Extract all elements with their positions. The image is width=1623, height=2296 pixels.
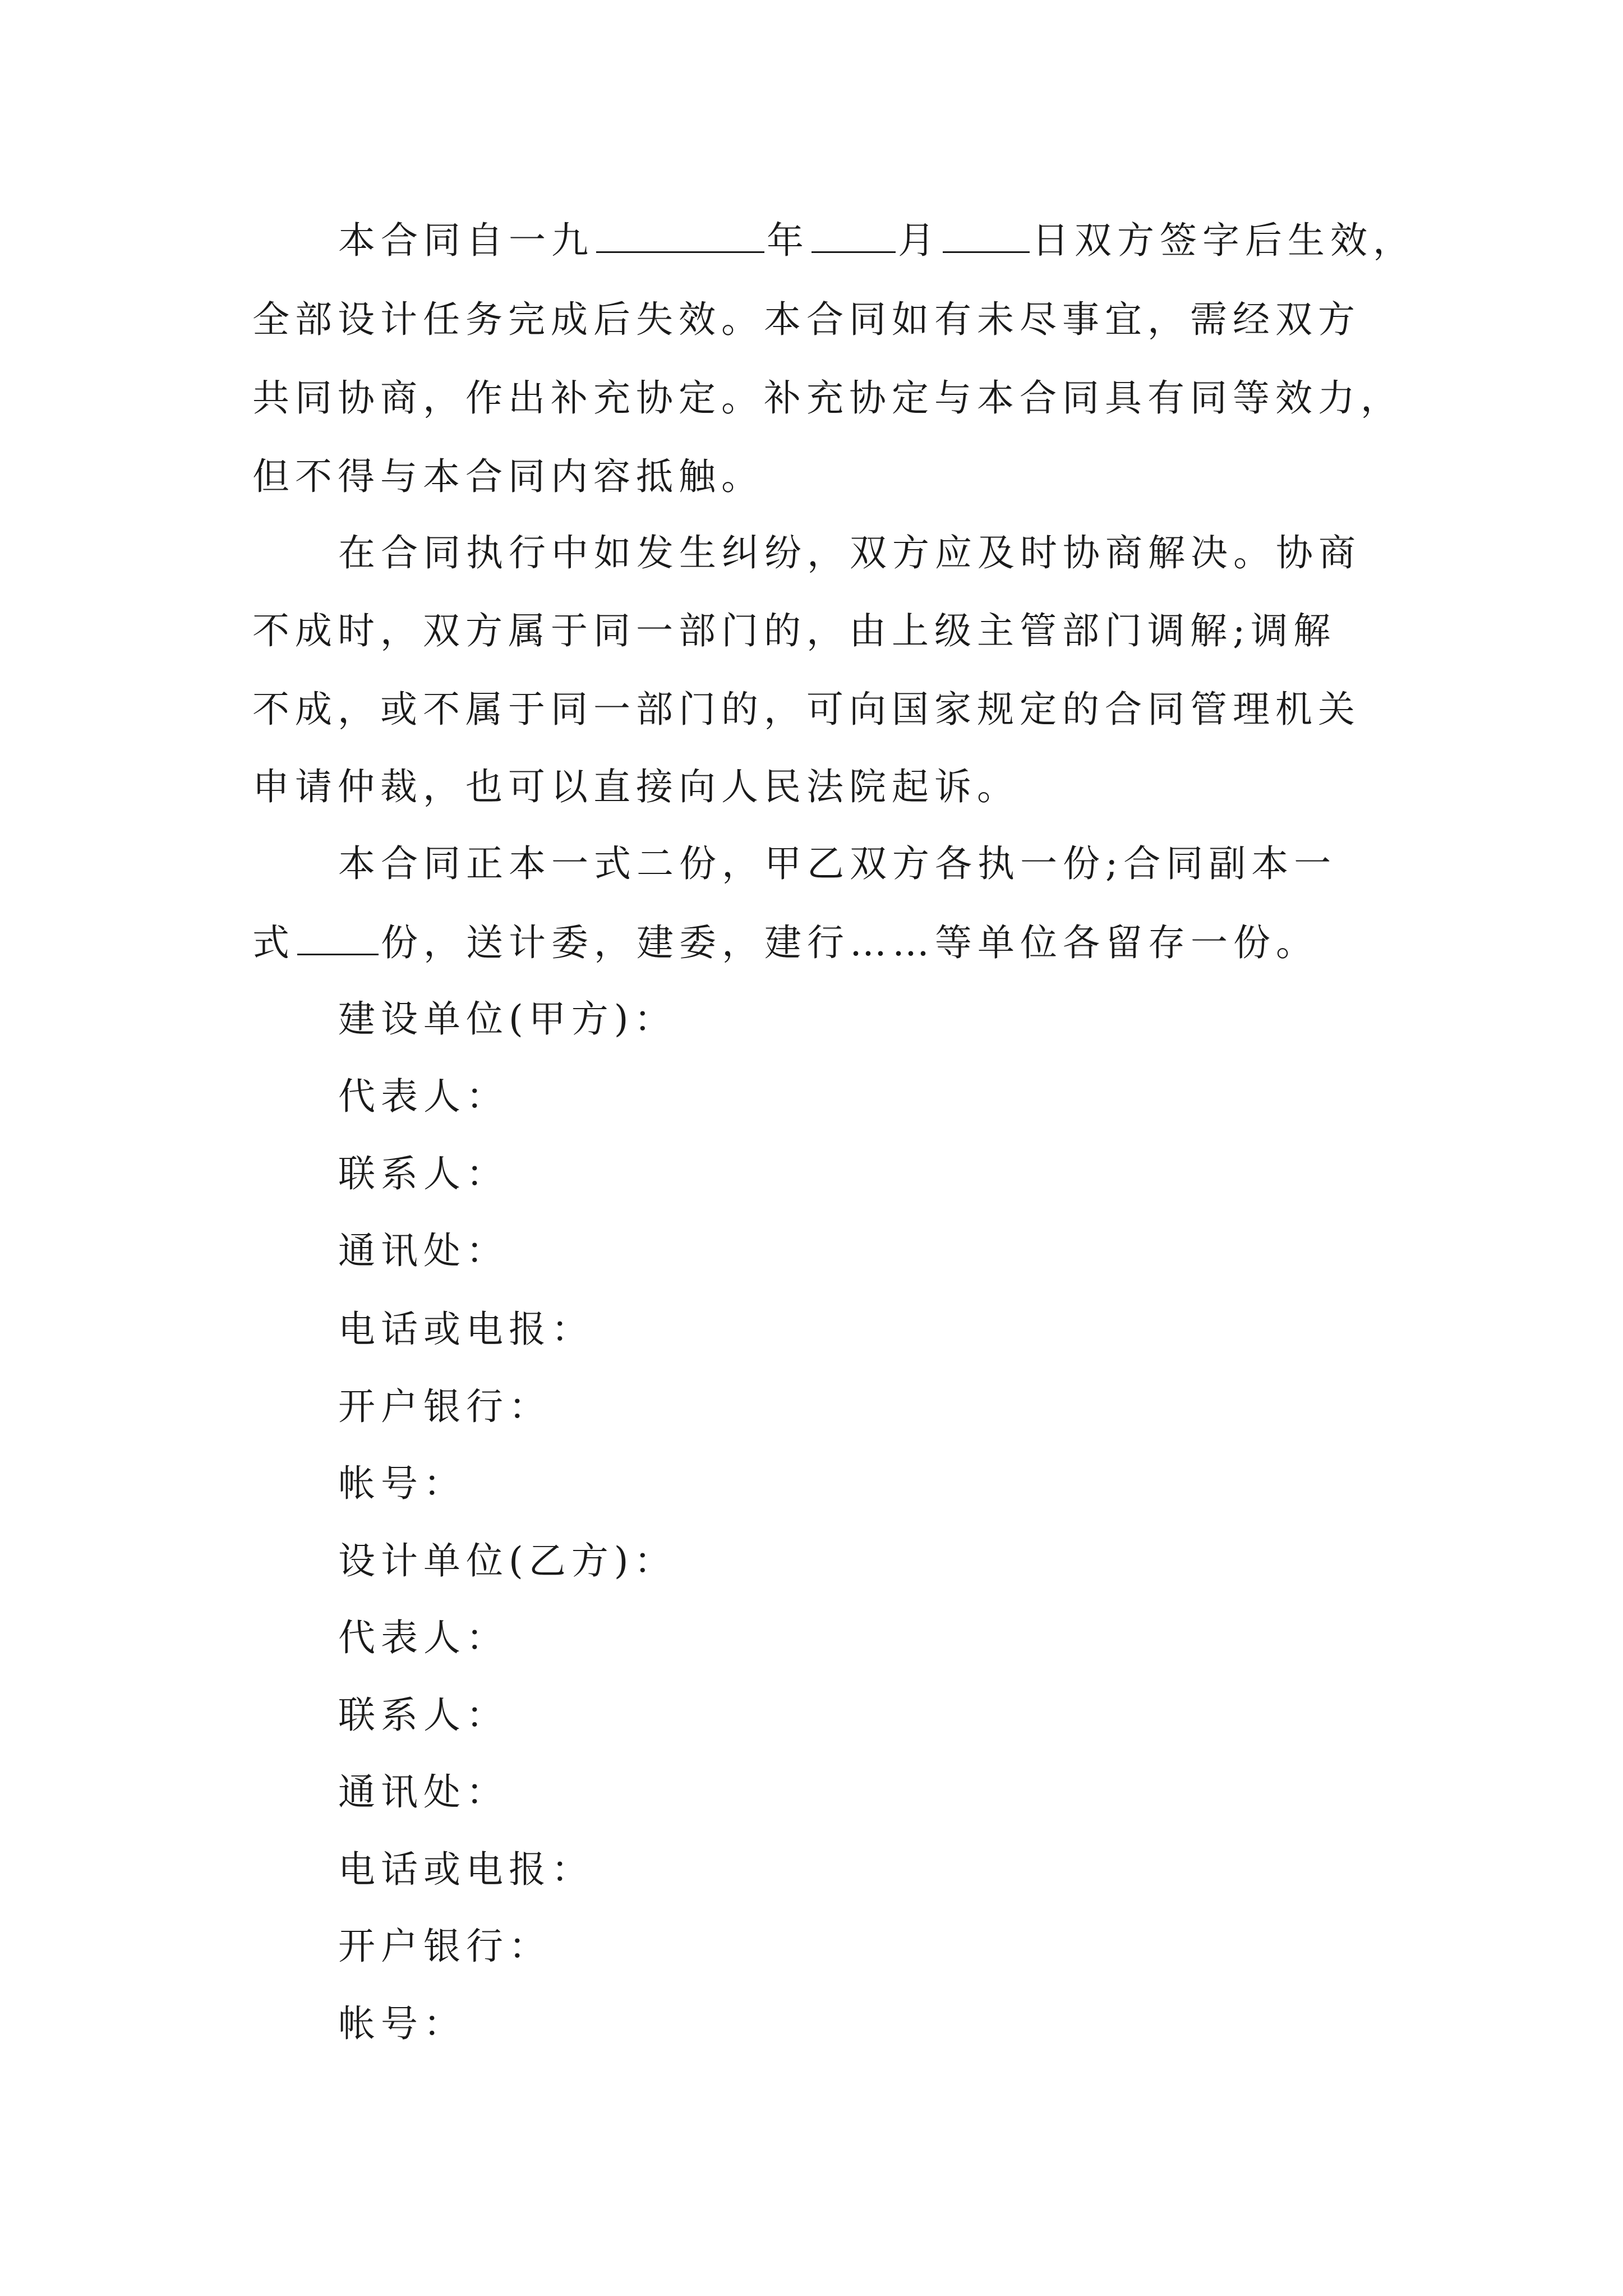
month-blank [811,218,896,253]
effective-prefix: 本合同自一九 [338,219,594,262]
paragraph-line: 本合同正本一式二份，甲乙双方各执一份;合同副本一 [338,842,1337,885]
party-b-representative: 代表人： [338,1616,509,1659]
paragraph-line: 共同协商，作出补充协定。补充协定与本合同具有同等效力， [252,376,1403,420]
paragraph-line: 不成时，双方属于同一部门的，由上级主管部门调解;调解 [252,609,1336,652]
paragraph-line: 申请仲裁，也可以直接向人民法院起诉。 [252,765,1020,808]
party-a-bank: 开户银行： [338,1385,551,1428]
party-a-phone: 电话或电报： [338,1308,594,1351]
paragraph-line: 但不得与本合同内容抵触。 [252,455,764,498]
paragraph-line: 在合同执行中如发生纠纷，双方应及时协商解决。协商 [338,531,1361,574]
party-b-title: 设计单位(乙方)： [338,1539,677,1582]
copies-blank [297,920,379,955]
copies-line [252,920,1318,965]
party-a-representative: 代表人： [338,1075,509,1118]
party-b-phone: 电话或电报： [338,1848,594,1891]
party-a-title: 建设单位(甲方)： [338,997,677,1041]
effective-date-line [338,218,1415,263]
party-b-contact: 联系人： [338,1694,509,1737]
year-blank [596,218,764,253]
party-b-address: 通讯处： [338,1770,509,1814]
party-b-account: 帐号： [338,2002,466,2045]
party-b-bank: 开户银行： [338,1925,551,1968]
effective-suffix: 日双方签字后生效， [1032,219,1415,262]
party-a-address: 通讯处： [338,1229,509,1272]
party-a-account: 帐号： [338,1462,466,1505]
party-a-contact: 联系人： [338,1152,509,1195]
paragraph-line: 不成，或不属于同一部门的，可向国家规定的合同管理机关 [252,688,1361,731]
year-label: 年 [767,219,809,262]
copies-prefix: 式 [252,921,295,964]
month-label: 月 [898,219,940,262]
paragraph-line: 全部设计任务完成后失效。本合同如有未尽事宜，需经双方 [252,298,1361,341]
copies-suffix: 份，送计委，建委，建行……等单位各留存一份。 [381,921,1318,964]
day-blank [943,218,1030,253]
